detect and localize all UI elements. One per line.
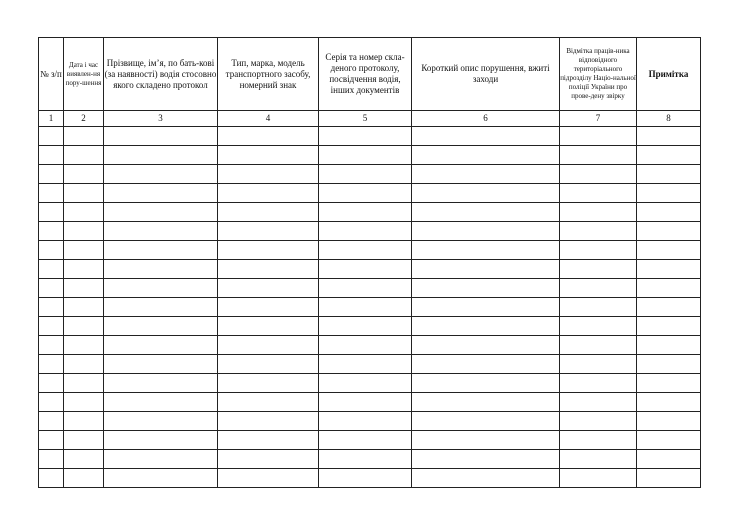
table-cell — [218, 469, 319, 488]
table-cell — [637, 431, 701, 450]
table-cell — [637, 184, 701, 203]
table-cell — [39, 241, 64, 260]
column-number: 2 — [64, 111, 104, 127]
table-cell — [412, 317, 560, 336]
table-cell — [560, 355, 637, 374]
table-cell — [64, 374, 104, 393]
table-cell — [104, 241, 218, 260]
table-cell — [64, 165, 104, 184]
table-cell — [319, 355, 412, 374]
table-cell — [218, 393, 319, 412]
column-number: 5 — [319, 111, 412, 127]
table-cell — [560, 241, 637, 260]
table-cell — [104, 298, 218, 317]
table-cell — [104, 260, 218, 279]
table-cell — [64, 279, 104, 298]
table-cell — [637, 279, 701, 298]
column-number: 8 — [637, 111, 701, 127]
table-cell — [560, 450, 637, 469]
table-cell — [412, 222, 560, 241]
table-cell — [560, 431, 637, 450]
table-cell — [39, 260, 64, 279]
table-cell — [319, 469, 412, 488]
column-number: 4 — [218, 111, 319, 127]
table-cell — [64, 450, 104, 469]
table-cell — [39, 146, 64, 165]
table-cell — [637, 146, 701, 165]
table-cell — [39, 450, 64, 469]
table-cell — [104, 469, 218, 488]
table-cell — [560, 203, 637, 222]
table-cell — [412, 165, 560, 184]
table-cell — [218, 336, 319, 355]
table-cell — [560, 336, 637, 355]
table-cell — [39, 317, 64, 336]
header-row — [39, 38, 701, 111]
table-row — [39, 336, 701, 355]
table-cell — [218, 317, 319, 336]
table-cell — [39, 393, 64, 412]
table-cell — [319, 450, 412, 469]
table-row — [39, 355, 701, 374]
table-cell — [64, 355, 104, 374]
violations-journal-table — [38, 37, 701, 488]
header-date-time: Дата і час виявлен-ня пору-шення — [64, 38, 104, 111]
table-cell — [64, 241, 104, 260]
table-cell — [39, 222, 64, 241]
table-row — [39, 222, 701, 241]
table-cell — [412, 241, 560, 260]
table-cell — [412, 355, 560, 374]
table-cell — [39, 374, 64, 393]
table-cell — [64, 127, 104, 146]
table-cell — [319, 241, 412, 260]
table-cell — [218, 241, 319, 260]
table-cell — [560, 184, 637, 203]
table-cell — [104, 374, 218, 393]
table-cell — [218, 146, 319, 165]
table-cell — [64, 146, 104, 165]
table-cell — [39, 336, 64, 355]
table-cell — [319, 317, 412, 336]
table-cell — [218, 203, 319, 222]
table-cell — [412, 469, 560, 488]
table-cell — [560, 146, 637, 165]
table-cell — [64, 184, 104, 203]
table-cell — [104, 336, 218, 355]
table-cell — [319, 279, 412, 298]
table-cell — [39, 165, 64, 184]
column-number: 3 — [104, 111, 218, 127]
table-cell — [637, 374, 701, 393]
table-cell — [218, 374, 319, 393]
table-row — [39, 165, 701, 184]
table-cell — [104, 412, 218, 431]
table-cell — [319, 412, 412, 431]
table-cell — [218, 412, 319, 431]
table-cell — [104, 146, 218, 165]
table-cell — [104, 127, 218, 146]
table-cell — [218, 127, 319, 146]
table-cell — [64, 469, 104, 488]
table-cell — [637, 222, 701, 241]
table-cell — [319, 165, 412, 184]
table-cell — [218, 431, 319, 450]
table-cell — [319, 260, 412, 279]
table-cell — [637, 336, 701, 355]
table-cell — [560, 127, 637, 146]
table-cell — [560, 260, 637, 279]
table-cell — [412, 450, 560, 469]
table-cell — [218, 184, 319, 203]
table-cell — [104, 165, 218, 184]
table-cell — [319, 127, 412, 146]
table-cell — [39, 279, 64, 298]
table-cell — [39, 469, 64, 488]
table-cell — [64, 260, 104, 279]
table-cell — [412, 431, 560, 450]
table-row — [39, 184, 701, 203]
table-cell — [412, 279, 560, 298]
table-cell — [104, 279, 218, 298]
table-cell — [104, 431, 218, 450]
table-cell — [319, 298, 412, 317]
header-protocol-number: Серія та номер скла-деного протоколу, посвідчення водія, інших документів — [319, 38, 412, 111]
table-cell — [412, 127, 560, 146]
table-cell — [39, 412, 64, 431]
table-cell — [319, 146, 412, 165]
table-cell — [412, 146, 560, 165]
table-cell — [637, 450, 701, 469]
table-cell — [39, 203, 64, 222]
table-cell — [218, 450, 319, 469]
table-cell — [560, 222, 637, 241]
table-cell — [39, 431, 64, 450]
table-cell — [104, 184, 218, 203]
table-cell — [560, 279, 637, 298]
table-row — [39, 317, 701, 336]
table-cell — [39, 298, 64, 317]
table-cell — [637, 241, 701, 260]
table-cell — [412, 336, 560, 355]
table-cell — [319, 336, 412, 355]
table-cell — [560, 393, 637, 412]
table-cell — [104, 450, 218, 469]
header-violation-description: Короткий опис порушення, вжиті заходи — [412, 38, 560, 111]
table-cell — [104, 393, 218, 412]
table-cell — [560, 298, 637, 317]
table-cell — [637, 203, 701, 222]
table-row — [39, 127, 701, 146]
table-cell — [412, 374, 560, 393]
table-row — [39, 431, 701, 450]
table-cell — [218, 298, 319, 317]
column-number-row — [39, 111, 701, 127]
table-cell — [319, 222, 412, 241]
table-cell — [319, 393, 412, 412]
column-number: 7 — [560, 111, 637, 127]
table-row — [39, 146, 701, 165]
table-row — [39, 298, 701, 317]
header-police-mark: Відмітка праців-ника відповідного територіального підрозділу Націо-нальної поліції України про прове-дену звірку — [560, 38, 637, 111]
table-cell — [560, 374, 637, 393]
table-body — [39, 127, 701, 488]
table-cell — [560, 317, 637, 336]
table-cell — [319, 203, 412, 222]
table-cell — [637, 165, 701, 184]
table-row — [39, 260, 701, 279]
table-cell — [104, 317, 218, 336]
table-cell — [560, 469, 637, 488]
table-cell — [412, 298, 560, 317]
table-cell — [218, 222, 319, 241]
table-row — [39, 450, 701, 469]
table-cell — [412, 393, 560, 412]
header-driver-name: Прізвище, ім’я, по бать-кові (за наявності) водія стосовно якого складено протокол — [104, 38, 218, 111]
table-cell — [412, 184, 560, 203]
table-cell — [319, 431, 412, 450]
column-number: 6 — [412, 111, 560, 127]
table-cell — [637, 298, 701, 317]
table-cell — [560, 165, 637, 184]
table-row — [39, 203, 701, 222]
table-cell — [637, 355, 701, 374]
table-cell — [218, 165, 319, 184]
table-cell — [218, 260, 319, 279]
table-row — [39, 279, 701, 298]
header-number: № з/п — [39, 38, 64, 111]
table-cell — [64, 317, 104, 336]
table-cell — [637, 127, 701, 146]
table-cell — [39, 184, 64, 203]
table-cell — [319, 184, 412, 203]
table-cell — [64, 393, 104, 412]
table-cell — [218, 355, 319, 374]
table-row — [39, 393, 701, 412]
table-row — [39, 374, 701, 393]
table-cell — [39, 127, 64, 146]
table-cell — [637, 412, 701, 431]
table-cell — [637, 260, 701, 279]
table-cell — [64, 203, 104, 222]
table-cell — [64, 336, 104, 355]
table-row — [39, 412, 701, 431]
table-cell — [64, 222, 104, 241]
header-vehicle: Тип, марка, модель транспортного засобу, номерний знак — [218, 38, 319, 111]
table-cell — [64, 298, 104, 317]
table-cell — [64, 412, 104, 431]
header-note: Примітка — [637, 38, 701, 111]
table-cell — [412, 412, 560, 431]
table-cell — [637, 317, 701, 336]
column-number: 1 — [39, 111, 64, 127]
table-cell — [104, 355, 218, 374]
table-cell — [218, 279, 319, 298]
table-cell — [637, 469, 701, 488]
table-cell — [39, 355, 64, 374]
table-cell — [319, 374, 412, 393]
table-cell — [637, 393, 701, 412]
table-row — [39, 469, 701, 488]
table-cell — [104, 222, 218, 241]
table-row — [39, 241, 701, 260]
table-cell — [104, 203, 218, 222]
table-cell — [412, 260, 560, 279]
table-cell — [412, 203, 560, 222]
table-cell — [64, 431, 104, 450]
table-cell — [560, 412, 637, 431]
